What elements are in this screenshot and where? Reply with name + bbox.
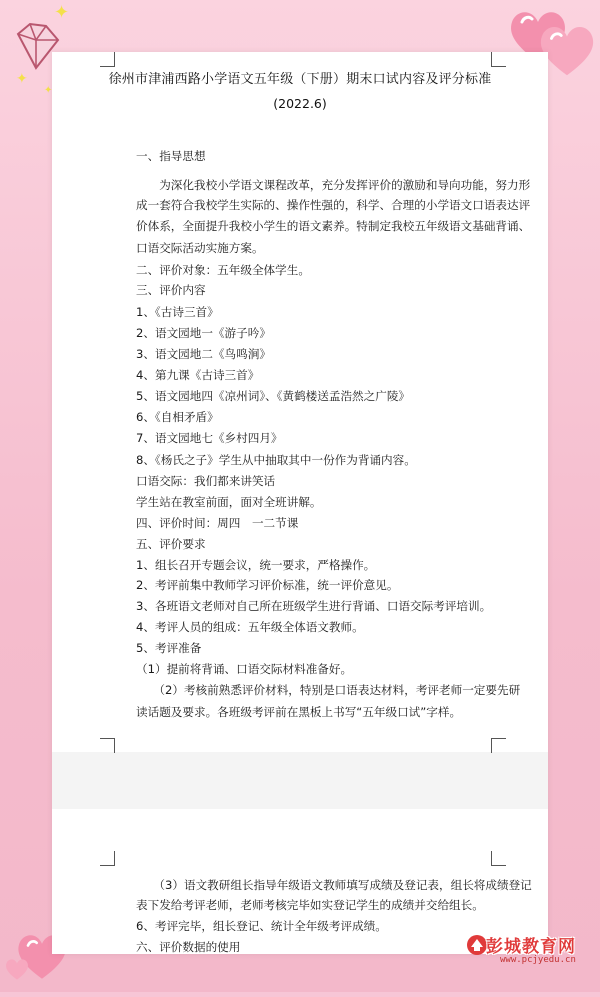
document-line: 一、指导思想	[136, 149, 206, 163]
logo-mark-icon	[466, 934, 488, 956]
document-line: 5、语文园地四《凉州词》、《黄鹤楼送孟浩然之广陵》	[136, 389, 411, 403]
document-title: 徐州市津浦西路小学语文五年级（下册）期末口试内容及评分标准	[108, 72, 492, 87]
site-logo	[466, 930, 598, 972]
document-line: 价体系，全面提升我校小学生的语文素养。特制定我校五年级语文基础背诵、	[136, 219, 531, 233]
document-line: 五、评价要求	[136, 537, 206, 551]
heart-icon	[4, 956, 30, 982]
document-line: 6、考评完毕，组长登记、统计全年级考评成绩。	[136, 919, 387, 933]
document-line: 四、评价时间：周四 一二节课	[136, 516, 299, 530]
document-viewer[interactable]	[52, 52, 548, 954]
document-line: 6、《自相矛盾》	[136, 410, 219, 424]
document-line: 口语交际活动实施方案。	[136, 241, 264, 255]
document-line: 三、评价内容	[136, 283, 206, 297]
document-line: （1）提前将背诵、口语交际材料准备好。	[136, 662, 353, 676]
document-line: 学生站在教室前面，面对全班讲解。	[136, 495, 322, 509]
document-line: 二、评价对象：五年级全体学生。	[136, 263, 310, 277]
sparkle-icon: ✦	[44, 85, 53, 96]
document-line: 为深化我校小学语文课程改革，充分发挥评价的激励和导向功能，努力形	[136, 178, 531, 192]
document-line: 六、评价数据的使用	[136, 940, 241, 954]
document-line: 表下发给考评老师，老师考核完毕如实登记学生的成绩并交给组长。	[136, 898, 484, 912]
document-line: 2、语文园地一《游子吟》	[136, 326, 271, 340]
page-corner-mark	[100, 851, 115, 866]
document-page-1	[52, 52, 548, 752]
document-line: 1、组长召开专题会议，统一要求，严格操作。	[136, 558, 376, 572]
document-line: 5、考评准备	[136, 641, 202, 655]
document-line: 8、《杨氏之子》学生从中抽取其中一份作为背诵内容。	[136, 453, 416, 467]
sparkle-icon: ✦	[54, 2, 70, 23]
page-corner-mark	[100, 738, 115, 753]
document-line: 口语交际：我们都来讲笑话	[136, 474, 276, 488]
document-line: 成一套符合我校学生实际的、操作性强的，科学、合理的小学语文口语表达评	[136, 198, 531, 212]
document-line: （3）语文教研组长指导年级语文教师填写成绩及登记表，组长将成绩登记	[136, 878, 532, 892]
document-line: 4、第九课《古诗三首》	[136, 368, 260, 382]
page-corner-mark	[491, 851, 506, 866]
document-line: 2、考评前集中教师学习评价标准，统一评价意见。	[136, 578, 399, 592]
document-line: 4、考评人员的组成：五年级全体语文教师。	[136, 620, 364, 634]
sparkle-icon: ✦	[16, 71, 28, 87]
document-line: 3、语文园地二《鸟鸣涧》	[136, 347, 271, 361]
page-corner-mark	[100, 52, 115, 67]
document-date: (2022.6)	[273, 96, 327, 111]
document-line: 读话题及要求。各班级考评前在黑板上书写“五年级口试”字样。	[136, 705, 462, 719]
logo-name: 彭城教育网	[486, 937, 576, 957]
document-line: 3、各班语文老师对自己所在班级学生进行背诵、口语交际考评培训。	[136, 599, 492, 613]
logo-url: www.pcjyedu.cn	[500, 955, 576, 965]
document-line: （2）考核前熟悉评价材料，特别是口语表达材料，考评老师一定要先研	[136, 683, 521, 697]
document-line: 7、语文园地七《乡村四月》	[136, 431, 283, 445]
page-corner-mark	[491, 52, 506, 67]
document-line: 1、《古诗三首》	[136, 305, 219, 319]
page-corner-mark	[491, 738, 506, 753]
